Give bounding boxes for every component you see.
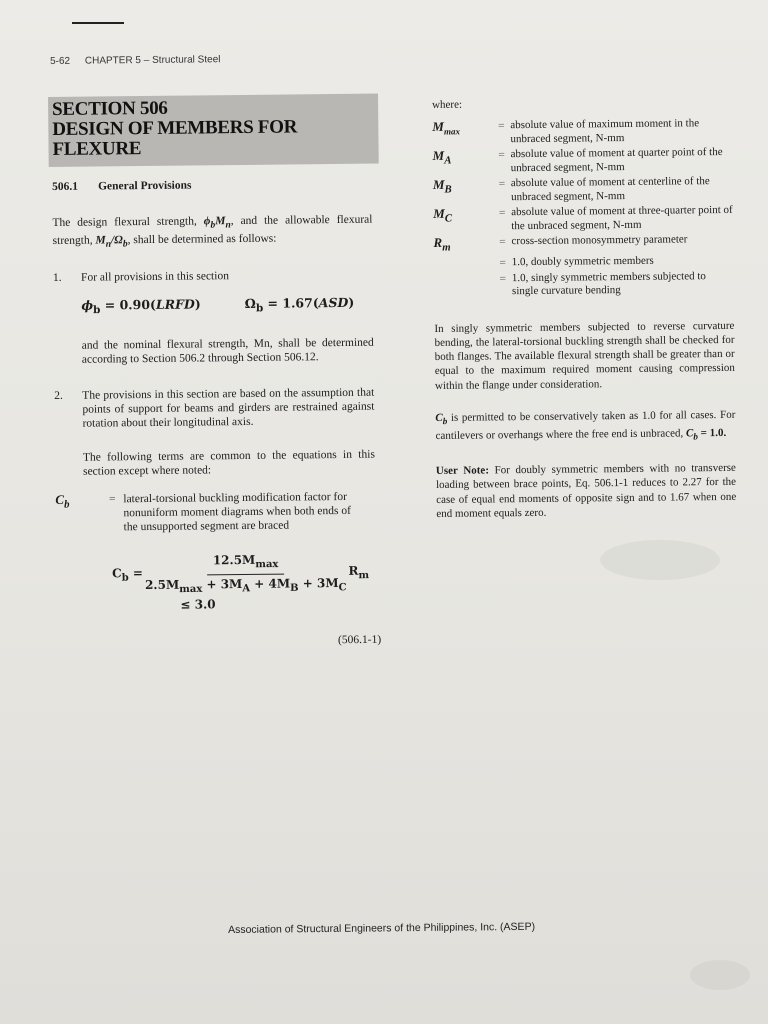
section-title: SECTION 506 DESIGN OF MEMBERS FOR FLEXURE	[51, 97, 298, 160]
subsection-heading: 506.1 General Provisions	[52, 179, 192, 193]
reverse-curvature-paragraph: In singly symmetric members subjected to reverse curvature bending, the lateral-torsional buckling strength shall be checked for both flanges. The available flexural strength shall be greater than or equal to the maximum required moment causing compression within the flange under consideration.	[434, 319, 735, 392]
equation-number: (506.1-1)	[337, 633, 382, 647]
where-label: where:	[432, 98, 463, 111]
variable-row: $M_B$ = absolute value of moment at centerline of the unbraced segment, N-mm	[432, 175, 710, 203]
footer-publisher: Association of Structural Engineers of the Philippines, Inc. (ASEP)	[228, 920, 536, 936]
right-column	[432, 95, 736, 521]
page-smudge	[690, 960, 750, 990]
user-note: User Note: For doubly symmetric members with no transverse loading between brace points, Eq. 506.1-1 reduces to 2.27 for the case of equal end moments of opposite sign and to 1.67 when one end moment equals zero.	[435, 461, 737, 520]
cb-equation: $C_b$ = $\frac{12.5M_{max}}{2.5M_{max} + 3M_A + 4M_B + 3M_C}$ $R_m$	[112, 552, 370, 596]
chapter-title: CHAPTER 5 – Structural Steel	[84, 54, 221, 67]
list-item: 1. For all provisions in this section	[52, 269, 229, 284]
intro-paragraph: The design flexural strength, $\phi_bM_n$, and the allowable flexural strength, $M_n/\Omega_b$, shall be determined as follows:	[52, 213, 373, 251]
cb-conservative-paragraph: $C_b$ is permitted to be conservatively taken as 1.0 for all cases. For cantilevers or overhangs where the free end is unbraced, $C_b = 1.0$.	[435, 408, 736, 442]
running-header	[50, 54, 221, 67]
page-number: 5-62	[50, 55, 71, 67]
cb-limit: ≤ 3.0	[180, 597, 216, 612]
phi-factor: $\phi_b$ = 0.90(LRFD)	[81, 296, 201, 316]
variable-row: $M_A$ = absolute value of moment at quarter point of the unbraced segment, N-mm	[432, 145, 723, 174]
page-smudge	[600, 540, 720, 580]
nominal-strength-text: and the nominal flexural strength, Mn, shall be determined according to Section 506.2 through Section 506.12.	[81, 336, 374, 366]
variable-row: $M_C$ = absolute value of moment at three-quarter point of the unbraced segment, N-mm	[433, 203, 733, 232]
variable-list	[432, 117, 734, 300]
variable-row: = 1.0, singly symmetric members subjected to single curvature bending	[499, 269, 706, 298]
variable-row: = 1.0, doubly symmetric members	[499, 254, 654, 269]
list-item: 2. The provisions in this section are based on the assumption that points of support for beams and girders are restrained against rotation about their longitudinal axis.	[54, 386, 375, 430]
resistance-factors	[81, 295, 373, 317]
top-rule	[72, 22, 124, 24]
variable-row: $M_{max}$ = absolute value of maximum moment in the unbraced segment, N-mm	[432, 117, 700, 145]
common-terms-text: The following terms are common to the equations in this section except where noted:	[82, 448, 375, 478]
variable-row: $R_m$ = cross-section monosymmetry parameter	[433, 233, 688, 254]
cb-definition: $C_b$ = lateral-torsional buckling modification factor for nonuniform moment diagrams when both ends of the unsupported segment are braced	[55, 491, 351, 534]
left-column	[52, 177, 377, 613]
omega-factor: $\Omega_b = 1.67(ASD)$	[244, 294, 355, 314]
